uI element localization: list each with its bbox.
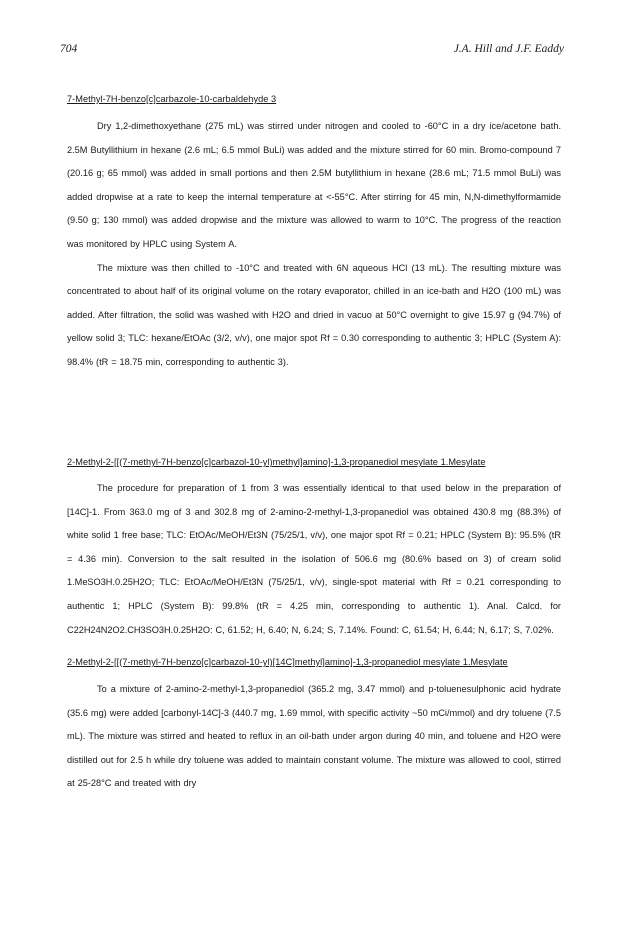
- section-title: 7-Methyl-7H-benzo[c]carbazole-10-carbaldehyde 3: [67, 94, 277, 104]
- running-authors: J.A. Hill and J.F. Eaddy: [453, 43, 564, 55]
- section-mesylate-synthesis: [67, 456, 561, 642]
- paragraph: Dry 1,2-dimethoxyethane (275 mL) was stirred under nitrogen and cooled to -60°C in a dry ice/acetone bath. 2.5M Butyllithium in hexane (2.6 mL; 6.5 mmol BuLi) was added and the mixture stirred for 60 min. Bromo-compound 7 (20.16 g; 65 mmol) was added in small portions and then 2.5M butyllithium in hexane (28.6 mL; 71.5 mmol BuLi) was added dropwise at a rate to keep the internal temperature at <-55°C. After stirring for 45 min, N,N-dimethylformamide (9.50 g; 130 mmol) was added dropwise and the mixture was allowed to warm to 10°C. The progress of the reaction was monitored by HPLC using System A.: [67, 121, 561, 249]
- running-header: [60, 43, 564, 59]
- page-number: 704: [60, 43, 78, 55]
- section-labelled-mesylate-synthesis: [67, 650, 561, 796]
- paragraph: The mixture was then chilled to -10°C and treated with 6N aqueous HCl (13 mL). The resulting mixture was concentrated to about half of its original volume on the rotary evaporator, chilled in an ice-bath and H2O (100 mL) was added. After filtration, the solid was washed with H2O and dried in vacuo at 50°C overnight to give 15.97 g (94.7%) of yellow solid 3; TLC: hexane/EtOAc (3/2, v/v), one major spot Rf = 0.30 corresponding to authentic 3; HPLC (System A): 98.4% (tR = 18.75 min, corresponding to authentic 3).: [67, 262, 561, 367]
- paragraph: The procedure for preparation of 1 from 3 was essentially identical to that used below in the preparation of [14C]-1. From 363.0 mg of 3 and 302.8 mg of 2-amino-2-methyl-1,3-propanediol was obtained 430.8 mg (88.3%) of white solid 1 free base; TLC: EtOAc/MeOH/Et3N (75/25/1, v/v), one major spot Rf = 0.21; HPLC (System B): 95.5% (tR = 4.36 min). Conversion to the salt resulted in the isolation of 506.6 mg (80.6% based on 3) of cream solid 1.MeSO3H.0.25H2O; TLC: EtOAc/MeOH/Et3N (75/25/1, v/v), single-spot material with Rf = 0.21 corresponding to authentic 1; HPLC (System B): 99.8% (tR = 4.25 min, corresponding to authentic 1). Anal. Calcd. for C22H24N2O2.CH3SO3H.0.25H2O: C, 61.52; H, 6.40; N, 6.24; S, 7.14%. Found: C, 61.54; H, 6.44; N, 6.17; S, 7.02%.: [67, 483, 561, 635]
- section-title: 2-Methyl-2-[[(7-methyl-7H-benzo[c]carbazol-10-yl)methyl]amino]-1,3-propanediol mesylate 1.Mesylate: [67, 457, 486, 467]
- section-aldehyde-synthesis: [67, 93, 561, 375]
- section-title: 2-Methyl-2-[[(7-methyl-7H-benzo[c]carbazol-10-yl)[14C]methyl]amino]-1,3-propanediol mesylate 1.Mesylate: [67, 657, 508, 667]
- paragraph: To a mixture of 2-amino-2-methyl-1,3-propanediol (365.2 mg, 3.47 mmol) and p-toluenesulphonic acid hydrate (35.6 mg) were added [carbonyl-14C]-3 (440.7 mg, 1.69 mmol, with specific activity ~50 mCi/mmol) and dry toluene (7.5 mL). The mixture was stirred and heated to reflux in an oil-bath under argon during 40 min, and toluene and H2O were distilled out for 2.5 h while dry toluene was added to maintain constant volume. The mixture was allowed to cool, stirred at 25-28°C and treated with dry: [67, 684, 561, 789]
